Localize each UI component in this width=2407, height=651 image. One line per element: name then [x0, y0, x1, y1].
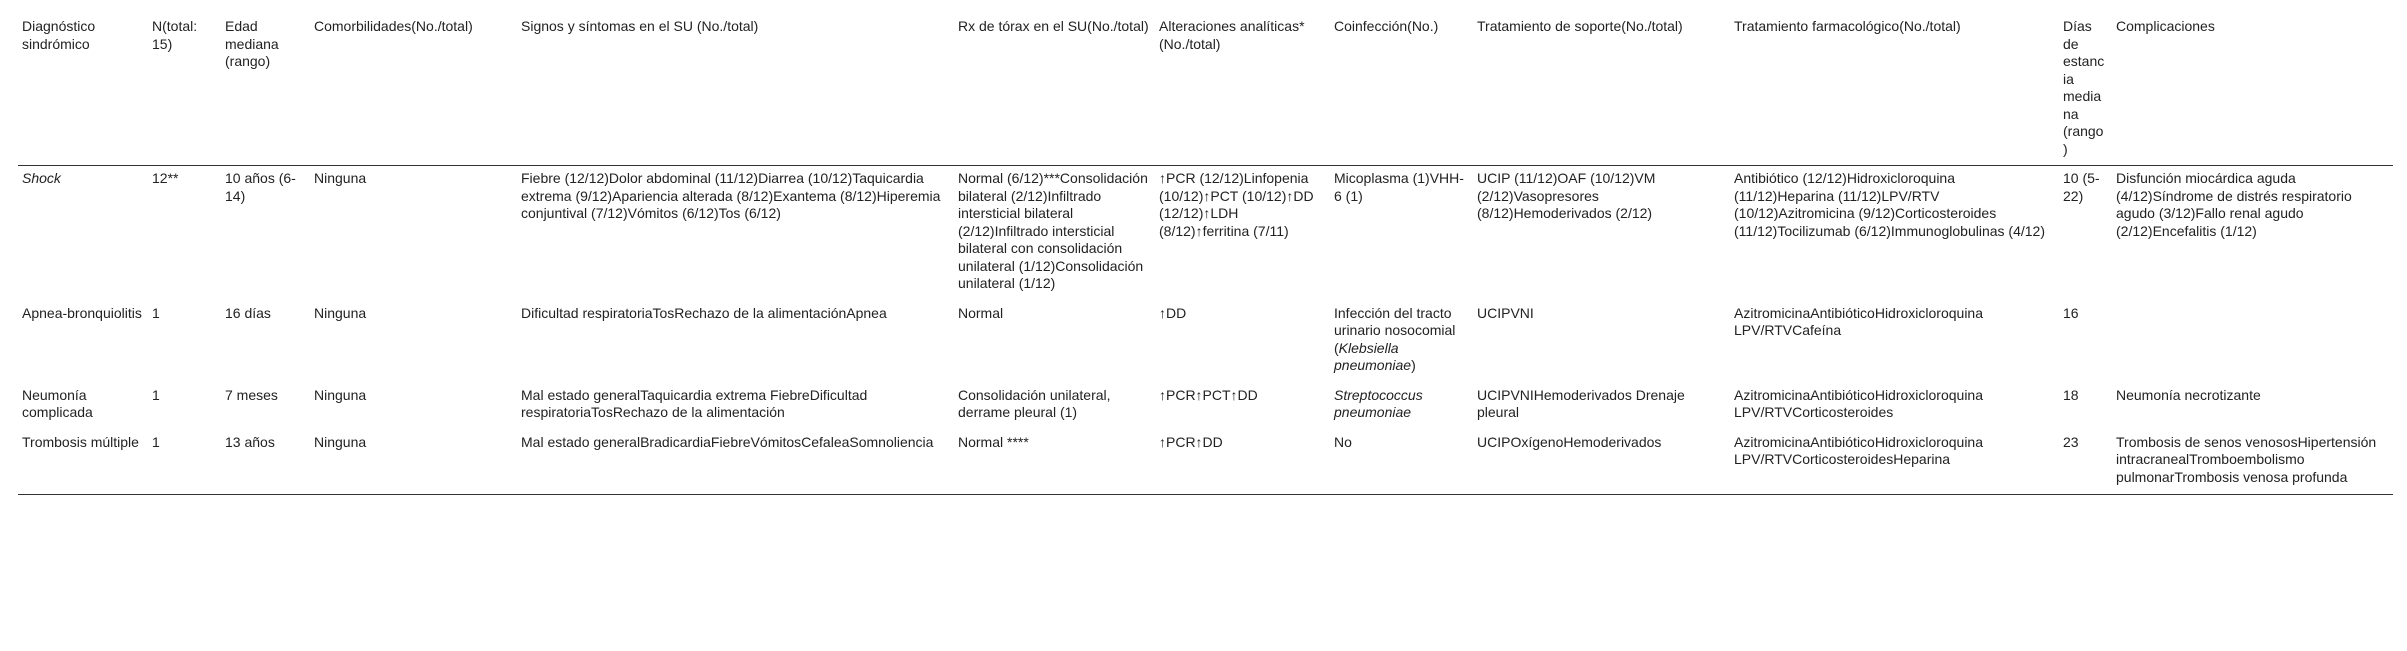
header-analiticas: Alteraciones analíticas*(No./total) — [1155, 14, 1330, 166]
cell-comorbilidades: Ninguna — [314, 170, 367, 186]
cell-edad: 7 meses — [225, 386, 278, 403]
coinfeccion-organism: Klebsiella pneumoniae — [1334, 339, 1412, 373]
header-soporte: Tratamiento de soporte(No./total) — [1473, 14, 1730, 166]
cell-signos: Dificultad respiratoriaTosRechazo de la alimentaciónApnea — [521, 304, 887, 321]
coinfeccion-text: Micoplasma (1)VHH-6 (1) — [1334, 170, 1464, 204]
cell-coinfeccion — [1330, 430, 1473, 495]
coinfeccion-organism: Streptococcus pneumoniae — [1334, 386, 1423, 420]
cell-rx: Normal — [958, 304, 1004, 321]
cell-soporte: UCIPVNIHemoderivados Drenaje pleural — [1477, 386, 1685, 420]
coinfeccion-text: Infección del tracto urinario nosocomial ( — [1334, 304, 1456, 356]
cell-soporte: UCIPVNI — [1477, 304, 1534, 321]
header-coinfeccion: Coinfección(No.) — [1330, 14, 1473, 166]
table-row — [18, 383, 2393, 430]
coinfeccion-suffix: ) — [1411, 357, 1416, 373]
cell-rx: Normal (6/12)***Consolidación bilateral (2/12)Infiltrado intersticial bilateral (2/12)Infiltrado intersticial bilateral con consolidación unilateral (1/12)Consolidación unilateral (1/12) — [958, 170, 1148, 291]
cell-analiticas: ↑PCR↑DD — [1155, 430, 1330, 495]
cell-dias: 18 — [2063, 386, 2079, 403]
cell-rx: Normal **** — [954, 430, 1155, 495]
cell-coinfeccion — [1330, 383, 1473, 430]
cell-complicaciones: Disfunción miocárdica aguda (4/12)Síndrome de distrés respiratorio agudo (3/12)Fallo renal agudo (2/12)Encefalitis (1/12) — [2116, 170, 2352, 239]
cell-soporte: UCIP (11/12)OAF (10/12)VM (2/12)Vasopresores (8/12)Hemoderivados (2/12) — [1477, 170, 1656, 221]
cell-analiticas: ↑PCR↑PCT↑DD — [1159, 386, 1258, 403]
header-farmaco: Tratamiento farmacológico(No./total) — [1730, 14, 2059, 166]
cell-complicaciones: Trombosis de senos venososHipertensión intracranealTromboembolismo pulmonarTrombosis venosa profunda — [2112, 430, 2393, 495]
cell-n: 1 — [148, 430, 221, 495]
cell-signos: Fiebre (12/12)Dolor abdominal (11/12)Diarrea (10/12)Taquicardia extrema (9/12)Apariencia alterada (8/12)Exantema (8/12)Hiperemia conjuntival (7/12)Vómitos (6/12)Tos (6/12) — [521, 170, 941, 221]
cell-dias: 10 (5-22) — [2063, 170, 2100, 204]
coinfeccion-text: No — [1334, 433, 1352, 450]
cell-dias: 23 — [2059, 430, 2112, 495]
cell-diagnostico: Neumonía complicada — [22, 386, 93, 420]
cell-complicaciones: Neumonía necrotizante — [2116, 386, 2261, 403]
header-complicaciones: Complicaciones — [2112, 14, 2393, 166]
cell-farmaco: AzitromicinaAntibióticoHidroxicloroquina LPV/RTVCafeína — [1734, 304, 1983, 338]
cell-signos: Mal estado generalTaquicardia extrema FiebreDificultad respiratoriaTosRechazo de la alimentación — [521, 386, 868, 420]
cell-farmaco: AzitromicinaAntibióticoHidroxicloroquina LPV/RTVCorticosteroides — [1734, 386, 1983, 420]
cell-comorbilidades: Ninguna — [310, 430, 517, 495]
header-rx: Rx de tórax en el SU(No./total) — [954, 14, 1155, 166]
header-n: N(total: 15) — [148, 14, 221, 166]
table-row — [18, 430, 2393, 495]
cell-analiticas: ↑PCR (12/12)Linfopenia (10/12)↑PCT (10/12)↑DD (12/12)↑LDH (8/12)↑ferritina (7/11) — [1159, 170, 1314, 239]
clinical-table — [18, 14, 2393, 495]
header-edad: Edad mediana (rango) — [221, 14, 310, 166]
cell-edad: 10 años (6-14) — [225, 170, 296, 204]
header-signos: Signos y síntomas en el SU (No./total) — [517, 14, 954, 166]
header-row — [18, 14, 2393, 166]
header-comorbilidades: Comorbilidades(No./total) — [310, 14, 517, 166]
cell-diagnostico: Shock — [22, 170, 61, 186]
header-diagnostico: Diagnóstico sindrómico — [18, 14, 148, 166]
cell-soporte: UCIPOxígenoHemoderivados — [1473, 430, 1730, 495]
header-dias: Días de estancia mediana (rango) — [2059, 14, 2112, 166]
cell-diagnostico: Trombosis múltiple — [18, 430, 148, 495]
cell-farmaco: Antibiótico (12/12)Hidroxicloroquina (11/12)Heparina (11/12)LPV/RTV (10/12)Azitromicina (9/12)Corticosteroides (11/12)Tocilizumab (6/12)Immunoglobulinas (4/12) — [1734, 170, 2046, 239]
table-row — [18, 301, 2393, 383]
table-row — [18, 166, 2393, 301]
cell-rx: Consolidación unilateral, derrame pleural (1) — [958, 386, 1111, 420]
cell-dias: 16 — [2063, 304, 2079, 321]
cell-diagnostico: Apnea-bronquiolitis — [22, 304, 142, 321]
cell-complicaciones — [2112, 301, 2393, 383]
cell-coinfeccion — [1330, 301, 1473, 383]
cell-analiticas: ↑DD — [1159, 304, 1187, 321]
cell-comorbilidades: Ninguna — [314, 304, 367, 321]
cell-signos: Mal estado generalBradicardiaFiebreVómitosCefaleaSomnoliencia — [517, 430, 954, 495]
cell-farmaco: AzitromicinaAntibióticoHidroxicloroquina LPV/RTVCorticosteroidesHeparina — [1730, 430, 2059, 495]
cell-n: 1 — [152, 386, 160, 403]
cell-coinfeccion — [1330, 166, 1473, 301]
cell-n: 1 — [152, 304, 160, 321]
cell-edad: 13 años — [221, 430, 310, 495]
cell-comorbilidades: Ninguna — [314, 386, 367, 403]
cell-edad: 16 días — [225, 304, 271, 321]
cell-n: 12** — [152, 170, 179, 186]
